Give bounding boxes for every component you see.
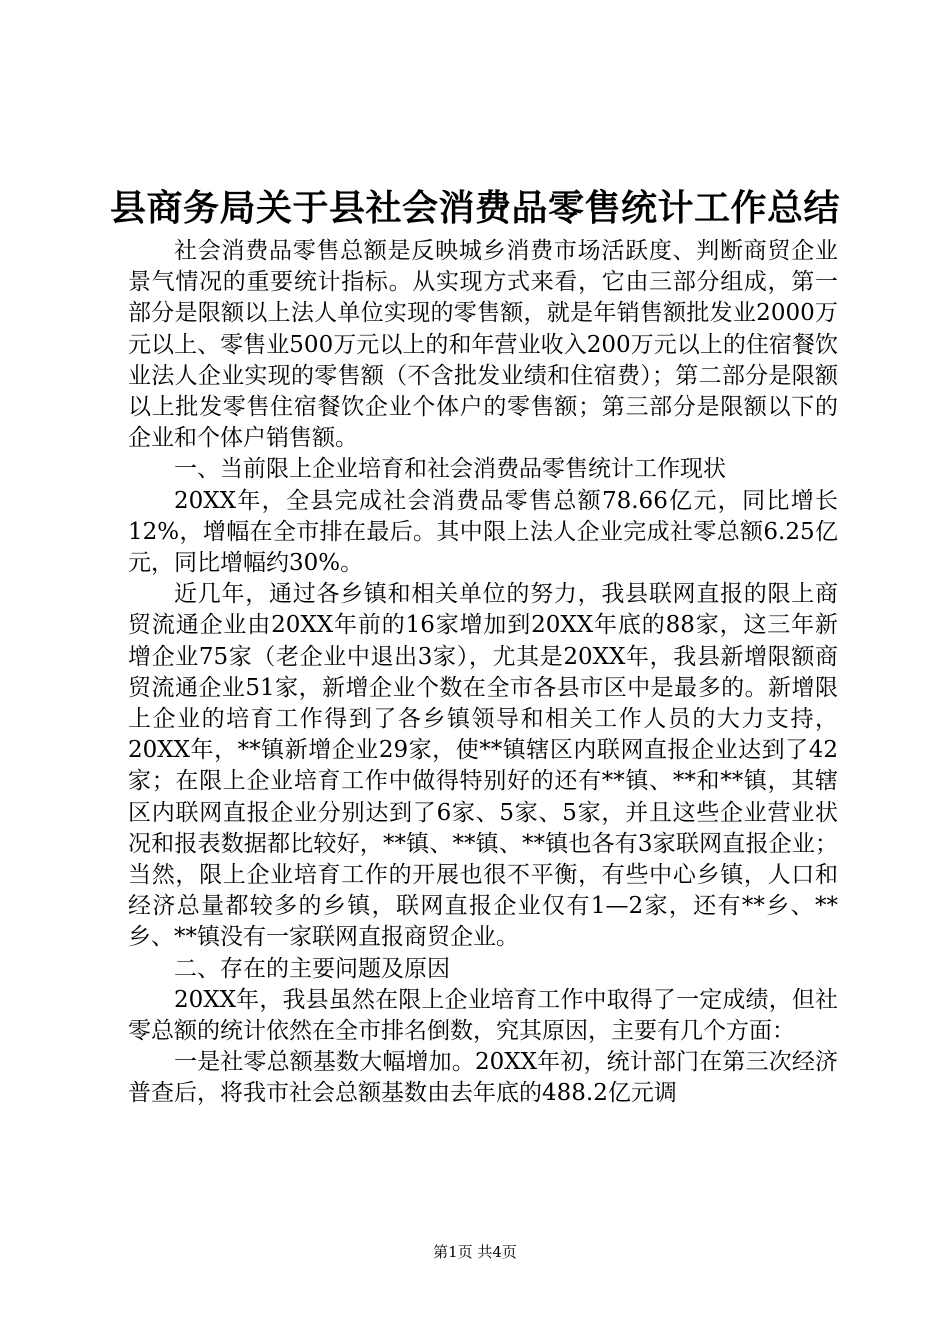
paragraph-enterprise-growth: 近几年，通过各乡镇和相关单位的努力，我县联网直报的限上商贸流通企业由20XX年前的16家增加到20XX年底的88家，这三年新增企业75家（老企业中退出3家），尤其是20XX年，我县新增限额商贸流通企业51家，新增企业个数在全市各县市区中是最多的。新增限上企业的培育工作得到了各乡镇领导和相关工作人员的大力支持，20XX年，**镇新增企业29家，使**镇辖区内联网直报企业达到了42家；在限上企业培育工作中做得特别好的还有**镇、**和**镇，其辖区内联网直报企业分别达到了6家、5家、5家，并且这些企业营业状况和报表数据都比较好，**镇、**镇、**镇也各有3家联网直报企业；当然，限上企业培育工作的开展也很不平衡，有些中心乡镇，人口和经济总量都较多的乡镇，联网直报企业仅有1—2家，还有**乡、**乡、**镇没有一家联网直报商贸企业。 [128,581,839,951]
paragraph-reason-1: 一是社零总额基数大幅增加。20XX年初，统计部门在第三次经济普查后，将我市社会总额基数由去年底的488.2亿元调 [128,1049,838,1107]
page-footer: 第1页 共4页 [433,1243,517,1261]
paragraph-problems-intro: 20XX年，我县虽然在限上企业培育工作中取得了一定成绩，但社零总额的统计依然在全市排名倒数，究其原因，主要有几个方面： [128,986,838,1045]
paragraph-status-summary: 20XX年，全县完成社会消费品零售总额78.66亿元，同比增长12%，增幅在全市排在最后。其中限上法人企业完成社零总额6.25亿元，同比增幅约30%。 [128,487,838,577]
section-heading-1: 一、当前限上企业培育和社会消费品零售统计工作现状 [174,456,726,483]
section-heading-2: 二、存在的主要问题及原因 [174,955,450,982]
document-title: 县商务局关于县社会消费品零售统计工作总结 [109,187,840,229]
paragraph-intro: 社会消费品零售总额是反映城乡消费市场活跃度、判断商贸企业景气情况的重要统计指标。从实现方式来看，它由三部分组成，第一部分是限额以上法人单位实现的零售额，就是年销售额批发业2000万元以上、零售业500万元以上的和年营业收入200万元以上的住宿餐饮业法人企业实现的零售额（不含批发业绩和住宿费）；第二部分是限额以上批发零售住宿餐饮企业个体户的零售额；第三部分是限额以下的企业和个体户销售额。 [128,238,838,452]
document-body [128,236,838,1110]
